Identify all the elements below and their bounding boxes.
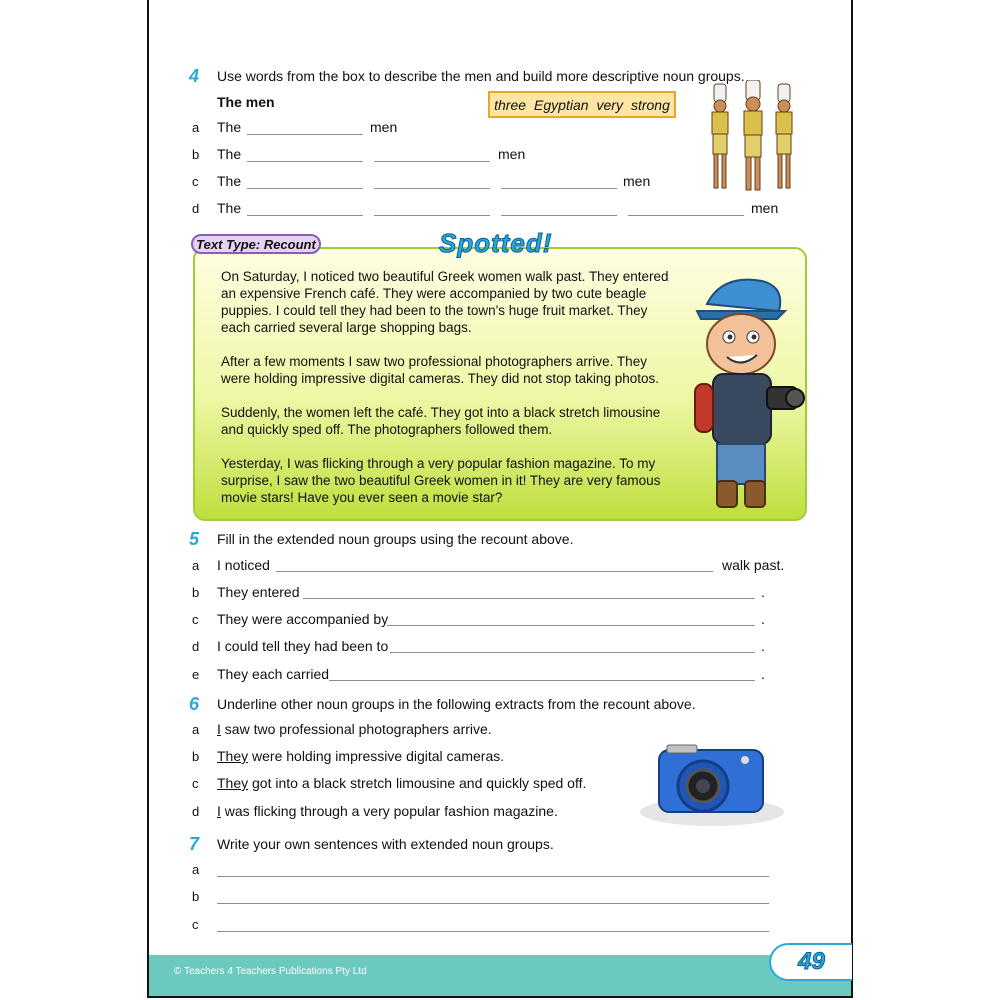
question-6-number: 6 — [189, 694, 200, 714]
question-7-instruction: Write your own sentences with extended noun groups. — [217, 836, 554, 852]
question-4-row-end: men — [498, 146, 526, 162]
question-5-row-end: . — [761, 666, 765, 682]
question-5-row-letter: a — [192, 558, 200, 573]
answer-blank[interactable] — [501, 215, 617, 216]
question-4-row-start: The — [217, 200, 242, 216]
question-5-row-start: They each carried — [217, 666, 330, 682]
question-4-row-start: The — [217, 173, 242, 189]
page-number: 49 — [769, 943, 852, 981]
photographer-illustration — [677, 269, 807, 514]
copyright-text: © Teachers 4 Teachers Publications Pty Ltd — [174, 966, 367, 977]
recount-title: Spotted! — [439, 228, 553, 258]
question-4-row-end: men — [751, 200, 779, 216]
question-6-row-letter: d — [192, 804, 200, 819]
underlined-word: I — [217, 803, 221, 819]
question-4-row-letter: b — [192, 147, 200, 162]
sentence-rest: were holding impressive digital cameras. — [248, 748, 505, 764]
egyptian-men-illustration — [704, 80, 804, 192]
question-5-row-end: . — [761, 611, 765, 627]
question-6-sentence — [217, 748, 504, 764]
question-7-row-letter: b — [192, 889, 200, 904]
word-box-item: very — [596, 96, 623, 113]
question-5-row-letter: e — [192, 667, 200, 682]
writing-line[interactable] — [217, 876, 769, 877]
word-box-item: strong — [630, 96, 670, 113]
question-4-row-letter: a — [192, 120, 200, 135]
underlined-word: They — [217, 748, 249, 764]
answer-blank[interactable] — [329, 680, 755, 681]
question-7-row-letter: c — [192, 917, 199, 932]
word-box-item: three — [494, 96, 527, 113]
question-6-sentence — [217, 721, 492, 737]
writing-line[interactable] — [217, 931, 769, 932]
question-5-row-start: They entered — [217, 584, 300, 600]
word-box-item: Egyptian — [534, 96, 589, 113]
question-5-instruction: Fill in the extended noun groups using the recount above. — [217, 531, 574, 547]
recount-paragraph: After a few moments I saw two professional photographers arrive. They were holding impressive digital cameras. They did not stop taking photos. — [221, 354, 659, 386]
recount-paragraph: Suddenly, the women left the café. They got into a black stretch limousine and quickly sped off. The photographers followed them. — [221, 405, 661, 437]
answer-blank[interactable] — [247, 161, 363, 162]
answer-blank[interactable] — [276, 571, 713, 572]
question-6-row-letter: b — [192, 749, 200, 764]
question-5-row-letter: d — [192, 639, 200, 654]
recount-panel — [193, 247, 807, 521]
recount-paragraph: Yesterday, I was flicking through a very popular fashion magazine. To my surprise, I saw the two beautiful Greek women in it! They are very famous movie stars! Have you ever seen a movie star? — [221, 456, 661, 505]
worksheet-page — [147, 0, 853, 998]
sentence-rest: got into a black stretch limousine and quickly sped off. — [248, 775, 587, 791]
question-4-instruction: Use words from the box to describe the men and build more descriptive noun groups. — [217, 68, 745, 84]
question-5-row-end: . — [761, 638, 765, 654]
question-6-row-letter: c — [192, 776, 199, 791]
question-6-sentence — [217, 775, 586, 791]
answer-blank[interactable] — [303, 598, 755, 599]
question-4-row-end: men — [370, 119, 398, 135]
sentence-rest: saw two professional photographers arrive. — [220, 721, 492, 737]
answer-blank[interactable] — [374, 188, 490, 189]
answer-blank[interactable] — [501, 188, 617, 189]
question-5-row-start: I could tell they had been to — [217, 638, 389, 654]
underlined-word: I — [217, 721, 221, 737]
question-6-instruction: Underline other noun groups in the following extracts from the recount above. — [217, 696, 696, 712]
question-5-number: 5 — [189, 529, 200, 549]
question-5-row-letter: b — [192, 585, 200, 600]
question-6-row-letter: a — [192, 722, 200, 737]
question-5-row-start: They were accompanied by — [217, 611, 389, 627]
question-4-row-end: men — [623, 173, 651, 189]
question-7-row-letter: a — [192, 862, 200, 877]
question-4-number: 4 — [189, 66, 200, 86]
question-5-row-letter: c — [192, 612, 199, 627]
question-5-row-end: . — [761, 584, 765, 600]
writing-line[interactable] — [217, 903, 769, 904]
answer-blank[interactable] — [628, 215, 744, 216]
answer-blank[interactable] — [247, 188, 363, 189]
recount-paragraph: On Saturday, I noticed two beautiful Greek women walk past. They entered an expensive French café. They were accompanied by two cute beagle puppies. I could tell they had been to the town's huge fruit market. They each carried several large shopping bags. — [221, 269, 669, 335]
question-4-row-start: The — [217, 119, 242, 135]
question-5-row-start: I noticed — [217, 557, 270, 573]
text-type-label: Text Type: Recount — [191, 234, 321, 254]
question-4-row-letter: d — [192, 201, 200, 216]
question-7-number: 7 — [189, 834, 200, 854]
answer-blank[interactable] — [387, 625, 755, 626]
question-4-row-letter: c — [192, 174, 199, 189]
question-5-row-end: walk past. — [722, 557, 785, 573]
question-4-subheading: The men — [217, 94, 275, 110]
underlined-word: They — [217, 775, 249, 791]
sentence-rest: was flicking through a very popular fashion magazine. — [220, 803, 558, 819]
question-6-sentence — [217, 803, 558, 819]
answer-blank[interactable] — [374, 161, 490, 162]
answer-blank[interactable] — [247, 215, 363, 216]
answer-blank[interactable] — [374, 215, 490, 216]
camera-illustration — [637, 740, 787, 830]
question-4-row-start: The — [217, 146, 242, 162]
word-box — [488, 91, 676, 118]
answer-blank[interactable] — [247, 134, 363, 135]
answer-blank[interactable] — [390, 652, 755, 653]
